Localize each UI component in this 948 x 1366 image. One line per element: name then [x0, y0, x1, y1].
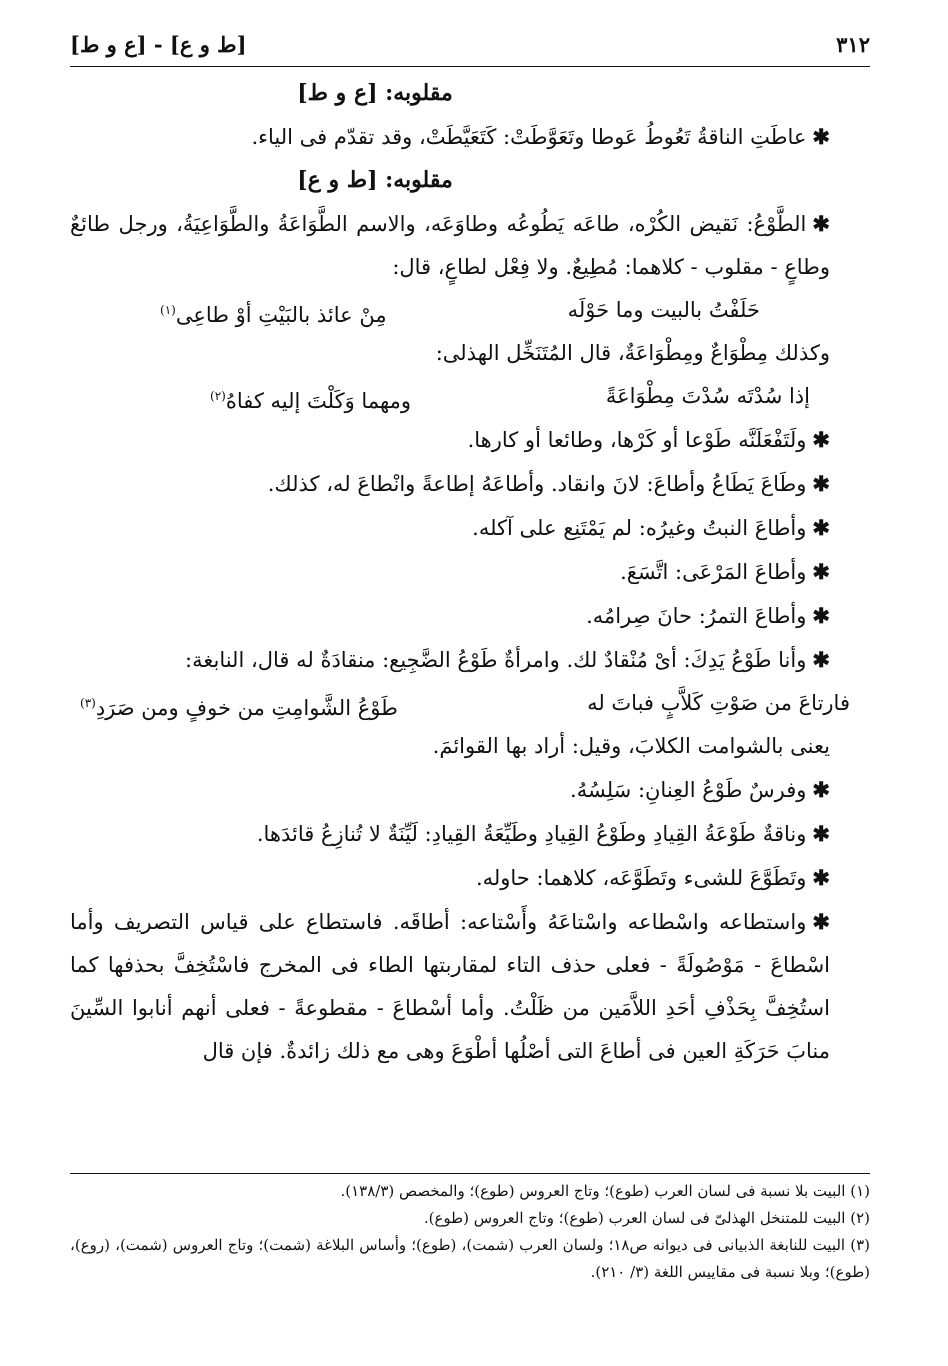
entry-shawamit: يعنى بالشوامت الكلابَ، وقيل: أراد بها القوائمَ.: [432, 734, 830, 758]
footnote-2: (٢) البيت للمتنخل الهذلىّ فى لسان العرب (طوع)؛ وتاج العروس (طوع).: [423, 1209, 870, 1227]
page-number: ٣١٢: [836, 32, 870, 57]
footnote-1: (١) البيت بلا نسبة فى لسان العرب (طوع)؛ وتاج العروس (طوع)؛ والمخصص (١٣٨/٣).: [340, 1182, 870, 1200]
entry-tamr: ✱وأطاعَ التمرُ: حانَ صِرامُه.: [586, 603, 830, 628]
verse-3-hemistich-right: فارتاعَ من صَوْتِ كَلاَّبٍ فباتَ له: [587, 691, 850, 715]
entry-tatawwa: ✱وتَطَوَّعَ للشىء وتَطَوَّعَه، كلاهما: حاوله.: [475, 865, 830, 890]
section-heading-taw: مقلوبه: [ط و ع]: [297, 167, 453, 193]
entry-awt: ✱عاطَتِ الناقةُ تَعُوطُ عَوطا وتَعَوَّطَتْ: كَتَعَيَّطَتْ، وقد تقدّم فى الياء.: [251, 124, 830, 149]
running-title: [ع و ط] - [ط و ع]: [70, 32, 247, 57]
page: [70, 28, 870, 1338]
verse-1: [70, 289, 870, 332]
entry-taa: ✱وطَاعَ يَطَاعُ وأطاعَ: لانَ وانقاد. وأطاعَهُ إطاعةً وانْطاعَ له، كذلك.: [267, 471, 830, 496]
entry-tawu-yadik: ✱وأنا طَوْعُ يَدِكَ: أىْ مُنْقادٌ لك. وامرأةٌ طَوْعُ الضَّجِيع: منقادَةٌ له قال، النابغة:: [185, 647, 830, 672]
footnote-rule: [70, 1173, 870, 1174]
footnotes: [70, 1178, 870, 1286]
verse-3: [70, 682, 870, 725]
verse-3-hemistich-left: طَوْعُ الشَّوامِتِ من خوفٍ ومن صَرَدِ$^{(٣)}$: [80, 696, 398, 720]
verse-1-hemistich-left: مِنْ عائذ بالبَيْتِ أوْ طاعِى$^{(١)}$: [160, 303, 387, 327]
entry-faras: ✱وفرسٌ طَوْعُ العِنانِ: سَلِسُهُ.: [570, 777, 830, 802]
verse-2-hemistich-right: إذا سُدْتَه سُدْتَ مِطْوَاعَةً: [605, 384, 810, 408]
verse-2-hemistich-left: ومهما وَكَلْتَ إليه كفاهُ$^{(٢)}$: [210, 389, 412, 413]
verse-1-hemistich-right: حَلَفْتُ بالبيت وما حَوْلَه: [567, 298, 760, 322]
entry-istitaa: ✱واستطاعه واسْطاعه واسْتاعَهُ وأَسْتاعه: أطاقَه. فاستطاع على قياس التصريف وأما اسْطاعَ - مَوْصُولَةً - فعلى حذف التاء لمقاربتها الطاء فى المخرج فاسْتُخِفَّ بحذفها كما استُخِفَّ بِحَذْفِ أحَدِ اللاَّمَين من ظَلْتُ. وأما أسْطاعَ - مقطوعةً - فعلى أنهم أنابوا السِّينَ منابَ حَرَكَةِ العين فى أطاعَ التى أصْلُها أطْوَعَ وهى مع ذلك زائدةٌ. فإن قال: [70, 909, 830, 1063]
entry-tawa: ✱الطَّوْعُ: نَقيض الكُرْه، طاعَه يَطُوعُه وطاوَعَه، والاسم الطَّوَاعَةُ والطَّوَاعِيَةُ، ورجل طائعٌ وطاعٍ - مقلوب - كلاهما: مُطِيعٌ. ولا فِعْل لطاعٍ، قال:: [70, 211, 830, 279]
footnote-ref-1: (١): [160, 303, 176, 317]
footnote-ref-2: (٢): [210, 389, 226, 403]
header-rule: [70, 66, 870, 67]
page-header: [70, 28, 870, 62]
entry-tawan: ✱ولَتَفْعَلَنَّه طَوْعا أو كَرْها، وطائعا أو كارها.: [467, 427, 830, 452]
entry-marta: ✱وأطاعَ المَرْعَى: اتَّسَعَ.: [620, 559, 830, 584]
footnote-3: (٣) البيت للنابغة الذبيانى فى ديوانه ص١٨؛ ولسان العرب (شمت)، (طوع)؛ وأساس البلاغة (شمت)؛ وتاج العروس (شمت)، (روع)، (طوع)؛ وبلا نسبة فى مقاييس اللغة (٣/ ٢١٠).: [70, 1236, 871, 1281]
main-text: [70, 72, 870, 1073]
entry-mitwa: وكذلك مِطْوَاعٌ ومِطْوَاعَةٌ، قال المُتَنَخِّل الهذلى:: [435, 341, 830, 365]
entry-naqa: ✱وناقةٌ طَوْعَةُ القِيادِ وطَوْعُ القِيادِ وطَيِّعَةُ القِيادِ: لَيِّنَةٌ لا تُنازِعُ قائدَها.: [256, 821, 830, 846]
section-heading-awt: مقلوبه: [ع و ط]: [297, 80, 453, 106]
footnote-ref-3: (٣): [80, 696, 96, 710]
verse-2: [70, 375, 870, 418]
entry-nabt: ✱وأطاعَ النبتُ وغيرُه: لم يَمْتَنِع على آكله.: [472, 515, 830, 540]
